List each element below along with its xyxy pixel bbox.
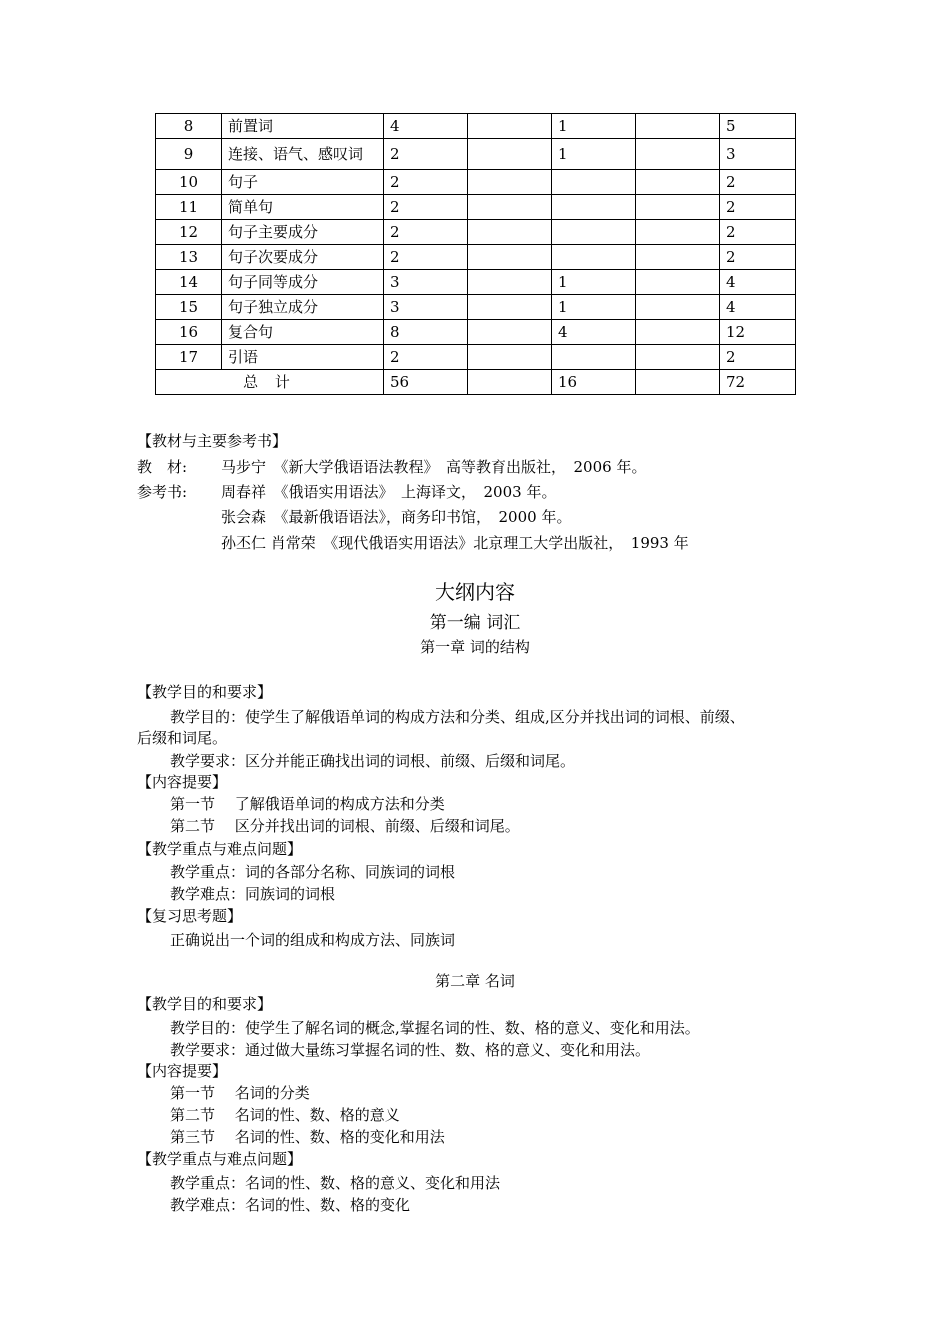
hours-cell: 1: [552, 295, 636, 320]
content-item: 第三节 名词的性、数、格的变化和用法: [170, 1128, 445, 1146]
table-row: [156, 270, 796, 295]
hours-cell: [552, 170, 636, 195]
hours-cell: [636, 114, 720, 139]
hours-cell: 3: [384, 270, 468, 295]
outline-title: 大纲内容: [435, 580, 515, 604]
review-question: 正确说出一个词的组成和构成方法、同族词: [170, 931, 456, 949]
hours-cell: 2: [384, 139, 468, 170]
section-heading: 【教学重点与难点问题】: [137, 840, 303, 858]
hours-cell: 12: [720, 320, 796, 345]
textbook-entry: 马步宁 《新大学俄语语法教程》 高等教育出版社， 2006 年。: [221, 458, 647, 476]
hours-cell: 3: [720, 139, 796, 170]
total-hours-cell: 72: [720, 370, 796, 395]
topic-cell: 句子: [222, 170, 384, 195]
hours-cell: 8: [384, 320, 468, 345]
goal-text-continued: 后缀和词尾。: [137, 729, 228, 747]
hours-cell: [468, 270, 552, 295]
part-title: 第一编 词汇: [429, 613, 521, 633]
goal-text: 教学目的：使学生了解俄语单词的构成方法和分类、组成,区分并找出词的词根、前缀、: [170, 708, 745, 726]
total-label: 总 计: [156, 370, 384, 395]
total-row: [156, 370, 796, 395]
hours-cell: [636, 195, 720, 220]
hours-cell: [552, 345, 636, 370]
hours-cell: [636, 295, 720, 320]
table-row: [156, 170, 796, 195]
table-row: [156, 220, 796, 245]
hours-cell: [468, 220, 552, 245]
row-number-cell: 13: [156, 245, 222, 270]
chapter1-title: 第一章 词的结构: [420, 638, 530, 656]
requirement-text: 教学要求：通过做大量练习掌握名词的性、数、格的意义、变化和用法。: [170, 1041, 651, 1059]
hours-cell: 4: [384, 114, 468, 139]
row-number-cell: 12: [156, 220, 222, 245]
table-row: [156, 320, 796, 345]
table-row: [156, 114, 796, 139]
section-heading: 【内容提要】: [137, 773, 228, 791]
hours-cell: [636, 139, 720, 170]
hours-cell: 2: [720, 170, 796, 195]
hours-cell: 2: [720, 195, 796, 220]
hours-cell: 4: [720, 295, 796, 320]
key-point: 教学重点：词的各部分名称、同族词的词根: [170, 863, 456, 881]
hours-cell: 2: [384, 345, 468, 370]
hours-cell: [636, 320, 720, 345]
section-heading: 【教学重点与难点问题】: [137, 1150, 303, 1168]
row-number-cell: 17: [156, 345, 222, 370]
section-heading: 【教学目的和要求】: [137, 683, 273, 701]
table-row: [156, 195, 796, 220]
hours-cell: 3: [384, 295, 468, 320]
hours-cell: 2: [384, 195, 468, 220]
hours-cell: [636, 220, 720, 245]
row-number-cell: 14: [156, 270, 222, 295]
table-body: [156, 114, 796, 395]
hours-cell: 1: [552, 114, 636, 139]
ref-entry: 孙丕仁 肖常荣 《现代俄语实用语法》北京理工大学出版社， 1993 年: [221, 534, 689, 552]
goal-text: 教学目的：使学生了解名词的概念,掌握名词的性、数、格的意义、变化和用法。: [170, 1019, 700, 1037]
topic-cell: 句子同等成分: [222, 270, 384, 295]
row-number-cell: 11: [156, 195, 222, 220]
hours-cell: [468, 139, 552, 170]
difficult-point: 教学难点：名词的性、数、格的变化: [170, 1196, 411, 1214]
total-hours-cell: [468, 370, 552, 395]
row-number-cell: 16: [156, 320, 222, 345]
hours-cell: 2: [720, 245, 796, 270]
row-number-cell: 8: [156, 114, 222, 139]
ref-entry: 周春祥 《俄语实用语法》 上海译文， 2003 年。: [221, 483, 557, 501]
key-point: 教学重点：名词的性、数、格的意义、变化和用法: [170, 1174, 501, 1192]
hours-cell: 2: [720, 345, 796, 370]
row-number-cell: 9: [156, 139, 222, 170]
ref-entry: 张会森 《最新俄语语法》，商务印书馆， 2000 年。: [221, 508, 572, 526]
hours-cell: [468, 345, 552, 370]
hours-cell: [636, 345, 720, 370]
refs-label: 参考书:: [137, 483, 188, 501]
hours-cell: [468, 245, 552, 270]
topic-cell: 连接、语气、感叹词: [222, 139, 384, 170]
row-number-cell: 15: [156, 295, 222, 320]
hours-cell: [468, 170, 552, 195]
content-item: 第一节 名词的分类: [170, 1084, 310, 1102]
hours-table: [155, 113, 796, 395]
section-heading: 【教学目的和要求】: [137, 995, 273, 1013]
total-hours-cell: [636, 370, 720, 395]
hours-cell: [552, 245, 636, 270]
requirement-text: 教学要求：区分并能正确找出词的词根、前缀、后缀和词尾。: [170, 752, 576, 770]
hours-cell: [636, 270, 720, 295]
hours-cell: 4: [720, 270, 796, 295]
hours-cell: 2: [720, 220, 796, 245]
hours-cell: [636, 170, 720, 195]
hours-cell: [552, 220, 636, 245]
hours-cell: [468, 295, 552, 320]
hours-cell: [552, 195, 636, 220]
content-item: 第一节 了解俄语单词的构成方法和分类: [170, 795, 445, 813]
topic-cell: 复合句: [222, 320, 384, 345]
hours-cell: 4: [552, 320, 636, 345]
topic-cell: 引语: [222, 345, 384, 370]
total-hours-cell: 56: [384, 370, 468, 395]
topic-cell: 句子主要成分: [222, 220, 384, 245]
topic-cell: 前置词: [222, 114, 384, 139]
difficult-point: 教学难点：同族词的词根: [170, 885, 336, 903]
content-item: 第二节 名词的性、数、格的意义: [170, 1106, 400, 1124]
table-row: [156, 245, 796, 270]
total-hours-cell: 16: [552, 370, 636, 395]
hours-cell: 2: [384, 170, 468, 195]
table-row: [156, 345, 796, 370]
topic-cell: 句子独立成分: [222, 295, 384, 320]
hours-cell: 2: [384, 245, 468, 270]
hours-cell: 1: [552, 270, 636, 295]
books-heading: 【教材与主要参考书】: [137, 432, 288, 450]
hours-cell: 1: [552, 139, 636, 170]
content-item: 第二节 区分并找出词的词根、前缀、后缀和词尾。: [170, 817, 520, 835]
hours-cell: [468, 320, 552, 345]
section-heading: 【内容提要】: [137, 1062, 228, 1080]
hours-cell: [468, 114, 552, 139]
section-heading: 【复习思考题】: [137, 907, 243, 925]
hours-cell: [636, 245, 720, 270]
chapter2-title: 第二章 名词: [435, 972, 515, 990]
hours-cell: 2: [384, 220, 468, 245]
hours-cell: [468, 195, 552, 220]
topic-cell: 句子次要成分: [222, 245, 384, 270]
textbook-label: 教 材:: [137, 458, 188, 476]
table-row: [156, 139, 796, 170]
row-number-cell: 10: [156, 170, 222, 195]
table-row: [156, 295, 796, 320]
topic-cell: 简单句: [222, 195, 384, 220]
hours-cell: 5: [720, 114, 796, 139]
